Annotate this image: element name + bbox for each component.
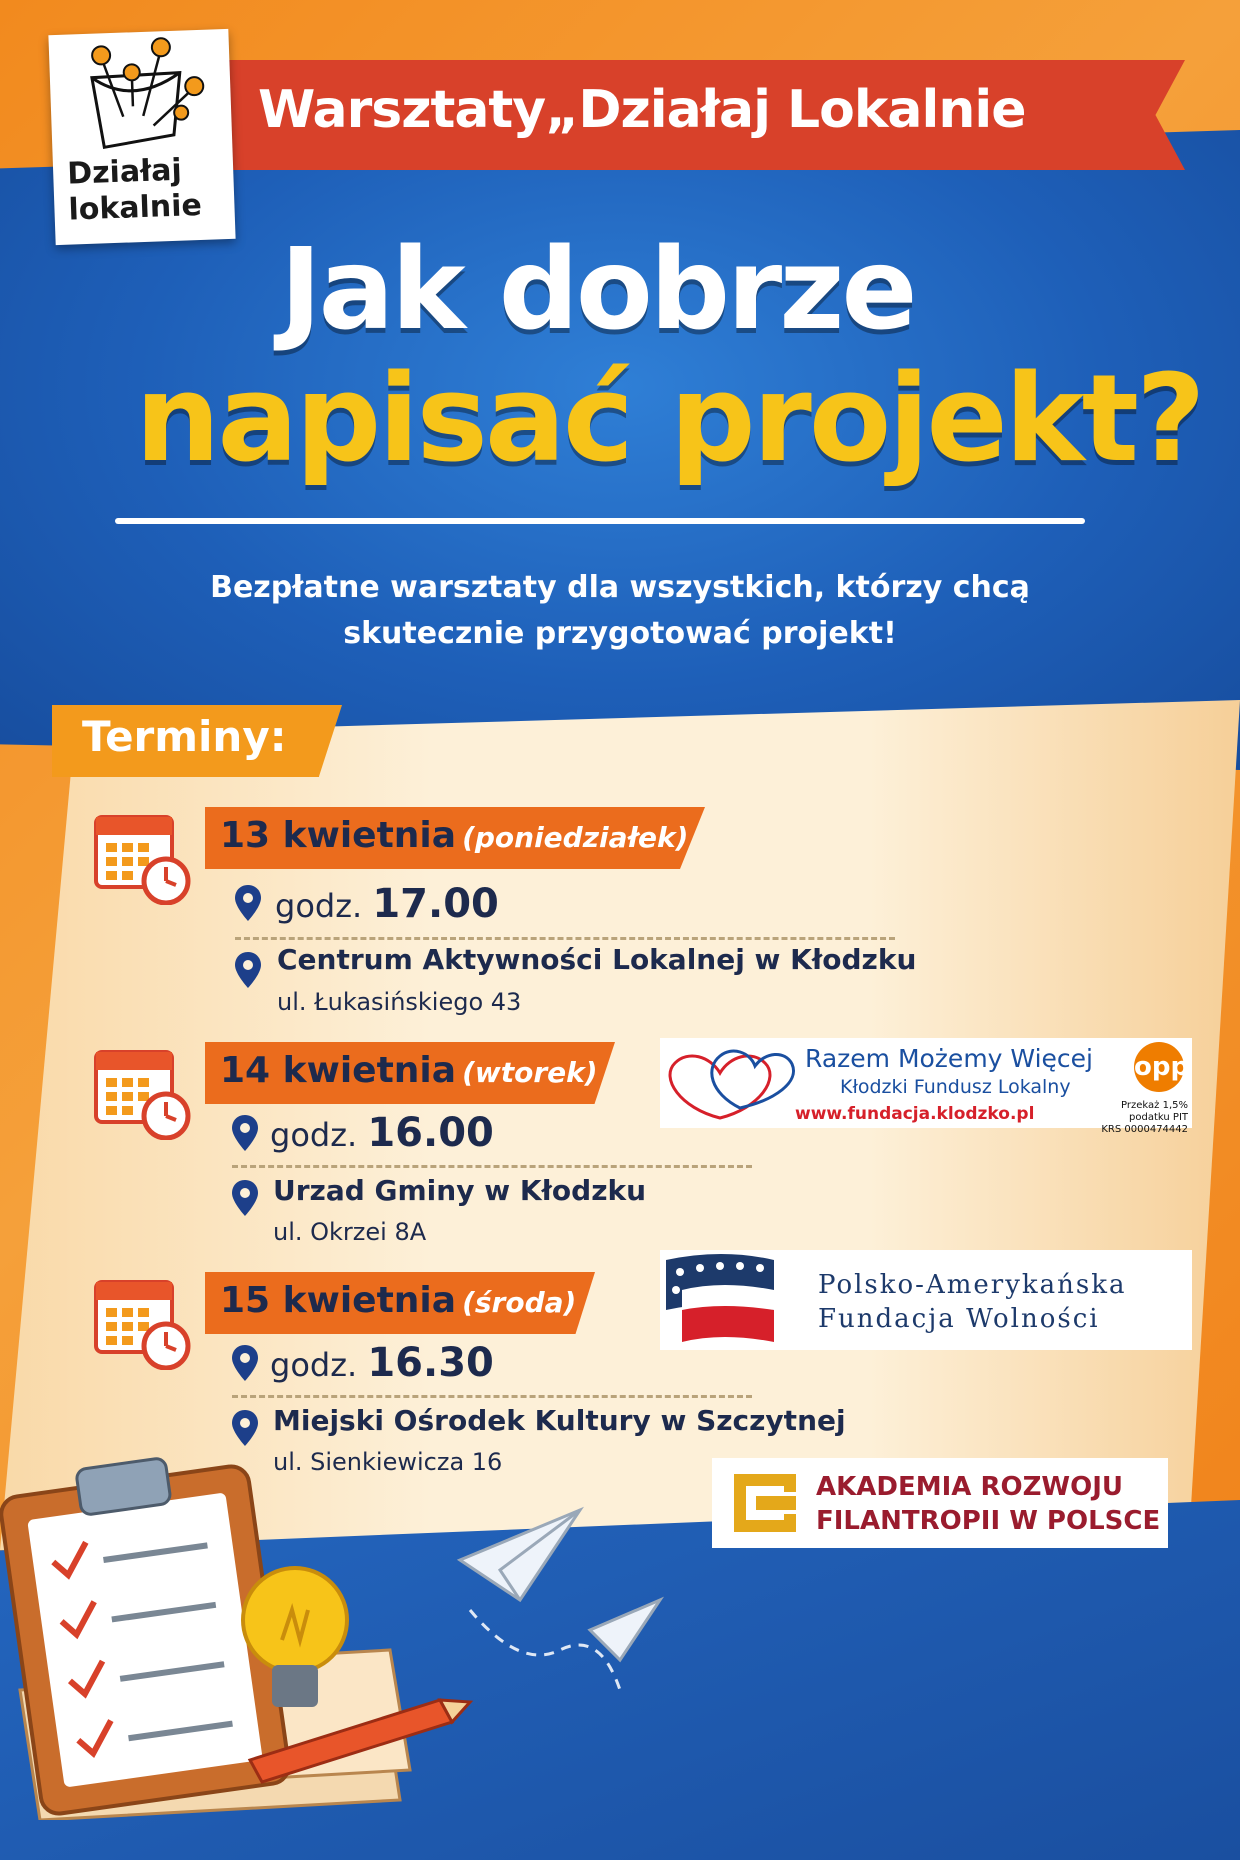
location-pin-icon — [232, 1115, 258, 1151]
date-text: 14 kwietnia — [220, 1050, 457, 1091]
place-name: Miejski Ośrodek Kultury w Szczytnej — [273, 1404, 846, 1437]
paper-plane-icon — [460, 1510, 660, 1660]
place-address: ul. Łukasińskiego 43 — [277, 988, 522, 1016]
flowers-icon — [61, 33, 225, 159]
location-pin-icon — [232, 1345, 258, 1381]
subtitle-line2: skutecznie przygotować projekt! — [343, 616, 897, 651]
hearts-icon — [660, 1038, 800, 1128]
divider — [235, 937, 895, 940]
place-name: Centrum Aktywności Lokalnej w Kłodzku — [277, 943, 917, 976]
arfp-line1: AKADEMIA ROZWOJU — [816, 1472, 1123, 1502]
weekday-text: (środa) — [462, 1286, 577, 1319]
time-value: 16.30 — [367, 1340, 494, 1386]
logo-wordmark — [67, 151, 229, 229]
rmw-subtitle: Kłodzki Fundusz Lokalny — [840, 1076, 1071, 1098]
divider — [232, 1395, 752, 1398]
calendar-clock-icon — [92, 1270, 192, 1370]
location-pin-icon — [235, 885, 261, 921]
flight-path — [470, 1610, 620, 1690]
time-prefix: godz. — [270, 1116, 358, 1154]
pafw-line1: Polsko-Amerykańska — [818, 1270, 1127, 1300]
session-date — [220, 1050, 598, 1091]
date-text: 15 kwietnia — [220, 1280, 457, 1321]
terminy-label: Terminy: — [82, 712, 287, 761]
session-1 — [0, 805, 917, 1016]
date-text: 13 kwietnia — [220, 815, 457, 856]
sponsor-razem-mozemy-wiecej — [660, 1038, 1192, 1135]
dzialaj-lokalnie-logo — [48, 29, 235, 245]
sponsor-arfp — [712, 1458, 1168, 1548]
workshop-illustration — [0, 1440, 720, 1820]
calendar-clock-icon — [92, 1040, 192, 1140]
pafw-line2: Fundacja Wolności — [818, 1304, 1100, 1334]
arfp-line2: FILANTROPII W POLSCE — [816, 1506, 1161, 1536]
place-address: ul. Okrzei 8A — [273, 1218, 427, 1246]
location-pin-icon — [235, 952, 261, 988]
flag-icon — [662, 1250, 782, 1350]
place-name: Urzad Gminy w Kłodzku — [273, 1174, 647, 1207]
place-address: ul. Sienkiewicza 16 — [273, 1448, 503, 1476]
session-date — [220, 1280, 576, 1321]
rmw-title: Razem Możemy Więcej — [805, 1044, 1093, 1073]
pit-line1: Przekaż 1,5% podatku PIT — [1121, 1100, 1188, 1123]
subtitle-line1: Bezpłatne warsztaty dla wszystkich, którzy chcą — [210, 570, 1030, 605]
session-time — [275, 881, 499, 927]
title-line1: Jak dobrze — [280, 225, 915, 355]
title-line2: napisać projekt? — [135, 350, 1203, 489]
arfp-logo-icon — [726, 1468, 806, 1538]
time-value: 17.00 — [372, 881, 499, 927]
weekday-text: (wtorek) — [462, 1056, 598, 1089]
logo-line1: Działaj — [66, 152, 183, 192]
time-prefix: godz. — [275, 887, 363, 925]
title-divider — [115, 518, 1085, 524]
time-prefix: godz. — [270, 1346, 358, 1384]
session-date — [220, 815, 688, 856]
location-pin-icon — [232, 1180, 258, 1216]
sponsor-pafw — [660, 1250, 1192, 1350]
subtitle — [170, 565, 1070, 657]
rmw-pit-note — [1078, 1100, 1188, 1136]
divider — [232, 1165, 752, 1168]
opp-badge: opp — [1134, 1042, 1184, 1092]
weekday-text: (poniedziałek) — [462, 821, 689, 854]
calendar-clock-icon — [92, 805, 192, 905]
pit-line2: KRS 0000474442 — [1101, 1124, 1188, 1135]
session-time — [270, 1110, 494, 1156]
time-value: 16.00 — [367, 1110, 494, 1156]
session-time — [270, 1340, 494, 1386]
rmw-url: www.fundacja.klodzko.pl — [795, 1104, 1035, 1124]
logo-line2: lokalnie — [67, 187, 203, 228]
ribbon-title: Warsztaty„Działaj Lokalnie — [258, 80, 1026, 140]
